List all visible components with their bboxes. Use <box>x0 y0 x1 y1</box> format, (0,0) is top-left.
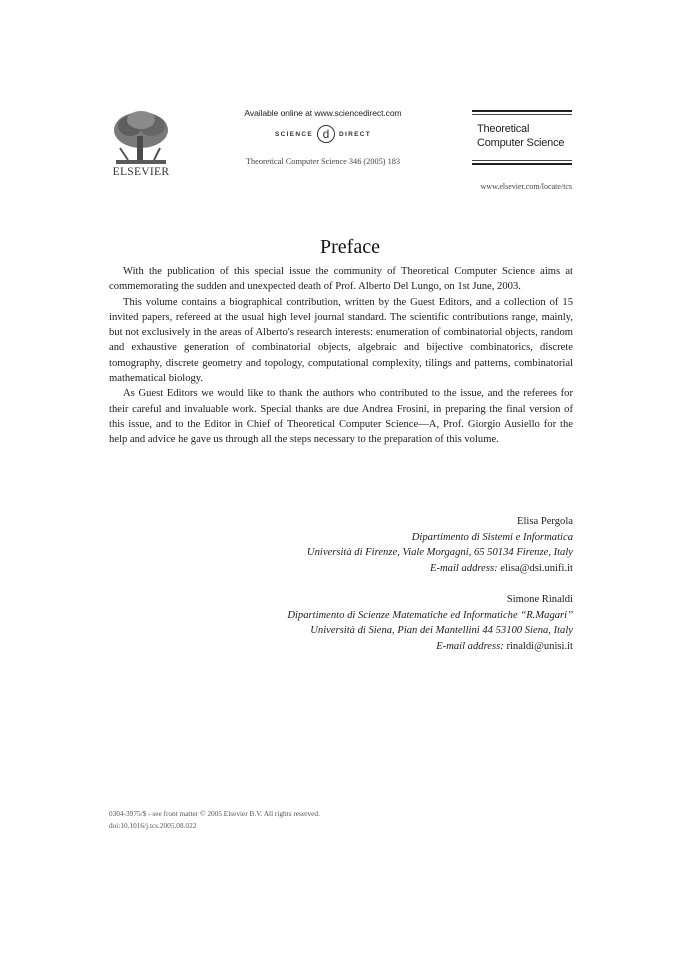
masthead-rule-bottom <box>472 163 572 165</box>
elsevier-tree-icon <box>110 108 172 166</box>
signature-name: Elisa Pergola <box>517 516 573 527</box>
journal-masthead <box>472 110 572 167</box>
sciencedirect-at-icon: d <box>317 125 335 143</box>
copyright-line: 0304-3975/$ - see front matter © 2005 Elsevier B.V. All rights reserved. <box>109 809 320 818</box>
article-body <box>109 264 573 448</box>
sciencedirect-left-text: SCIENCE <box>275 130 313 138</box>
signature-name: Simone Rinaldi <box>506 594 573 605</box>
masthead-rule-top-thin <box>472 114 572 115</box>
email-link[interactable]: elisa@dsi.unifi.it <box>500 562 573 574</box>
copyright-footer <box>109 808 509 831</box>
signature-block <box>200 514 573 576</box>
paragraph: This volume contains a biographical contribution, written by the Guest Editors, and a collection of 15 invited papers, refereed at the usual high level journal standard. The scientific contributions range, mainly, but not exclusively in the areas of Alberto's research interests: enumeration of combinatorial objects, random and exhaustive generation of combinatorial objects, algebraic and bijective combinatorics, discrete tomography, discrete geometry and topology, computational complexity, tilings and patterns, combinatorial mathematical biology. <box>109 296 573 385</box>
paragraph: With the publication of this special issue the community of Theoretical Computer Science aims at commemorating the sudden and unexpected death of Prof. Alberto Del Lungo, on 1st June, 2003. <box>109 266 573 293</box>
masthead-rule-top <box>472 110 572 112</box>
sciencedirect-right-text: DIRECT <box>339 130 371 138</box>
signature-address: Università di Firenze, Viale Morgagni, 65 50134 Firenze, Italy <box>306 547 573 558</box>
email-label: E-mail address: <box>436 640 504 652</box>
email-link[interactable]: rinaldi@unisi.it <box>506 640 573 652</box>
journal-title-line2: Computer Science <box>477 136 565 149</box>
signature-block <box>200 592 573 654</box>
signature-address: Università di Siena, Pian dei Mantellini 44 53100 Siena, Italy <box>310 625 573 636</box>
signature-email-line <box>200 561 573 577</box>
page-title: Preface <box>320 236 380 258</box>
signature-department: Dipartimento di Scienze Matematiche ed Informatiche ‘‘R.Magari’’ <box>287 609 573 621</box>
elsevier-logo <box>108 108 174 180</box>
elsevier-wordmark: ELSEVIER <box>112 166 170 178</box>
signature-department: Dipartimento di Sistemi e Informatica <box>411 531 573 543</box>
signature-email-line <box>200 639 573 655</box>
journal-url-link[interactable]: www.elsevier.com/locate/tcs <box>480 182 572 191</box>
email-label: E-mail address: <box>430 562 498 574</box>
journal-title <box>477 123 572 150</box>
paragraph: As Guest Editors we would like to thank the authors who contributed to the issue, and the referees for their careful and invaluable work. Special thanks are due Andrea Frosini, in preparing the final version of this issue, and to the Editor in Chief of Theoretical Computer Science—A, Prof. Giorgio Ausiello for the help and advice he gave us through all the steps necessary to the preparation of this volume. <box>109 388 573 446</box>
sciencedirect-logo <box>212 125 434 143</box>
masthead-rule-bottom-thin <box>472 160 572 161</box>
journal-reference: Theoretical Computer Science 346 (2005) 183 <box>245 157 401 166</box>
available-online-text: Available online at www.sciencedirect.com <box>244 108 402 118</box>
journal-title-line1: Theoretical <box>477 123 530 135</box>
doi-line: doi:10.1016/j.tcs.2005.08.022 <box>109 820 197 830</box>
center-header <box>212 108 434 166</box>
